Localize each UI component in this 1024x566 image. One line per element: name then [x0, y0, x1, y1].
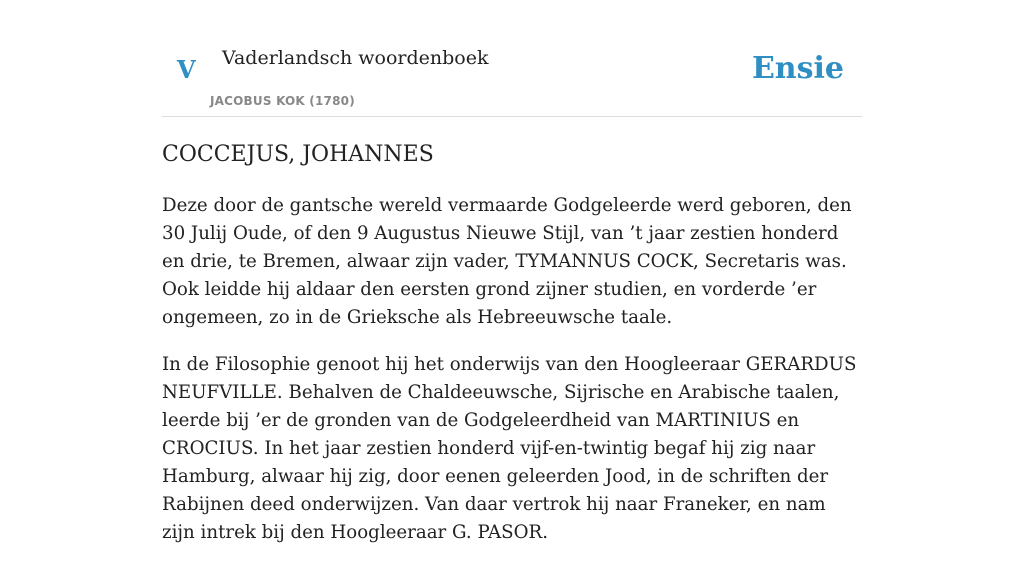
entry-title: COCCEJUS, JOHANNES: [162, 142, 434, 167]
ensie-logo-link[interactable]: Ensie: [751, 51, 844, 86]
entry-paragraph: In de Filosophie genoot hij het onderwijs van den Hoogleeraar GERARDUS NEUFVILLE. Behalven de Chaldeeuwsche, Sijrische en Arabische taalen, leerde bij ’er de gronden van de Godgeleerdheid van MARTINIUS en CROCIUS. In het jaar zestien honderd vijf-en-twintig begaf hij zig naar Hamburg, alwaar hij zig, door eenen geleerden Jood, in de schriften der Rabijnen deed onderwijzen. Van daar vertrok hij naar Franeker, en nam zijn intrek bij den Hoogleeraar G. PASOR.: [162, 354, 857, 543]
book-author: JACOBUS KOK (1780): [210, 94, 355, 108]
entry-body: [162, 192, 862, 566]
book-letter-badge[interactable]: V: [177, 55, 196, 84]
page-header: [162, 0, 862, 117]
book-title-link[interactable]: Vaderlandsch woordenboek: [222, 47, 489, 69]
entry-paragraph: Deze door de gantsche wereld vermaarde Godgeleerde werd geboren, den 30 Julij Oude, of den 9 Augustus Nieuwe Stijl, van ’t jaar zestien honderd en drie, te Bremen, alwaar zijn vader, TYMANNUS COCK, Secretaris was. Ook leidde hij aldaar den eersten grond zijner studien, en vorderde ’er ongemeen, zo in de Grieksche als Hebreeuwsche taale.: [162, 195, 852, 328]
